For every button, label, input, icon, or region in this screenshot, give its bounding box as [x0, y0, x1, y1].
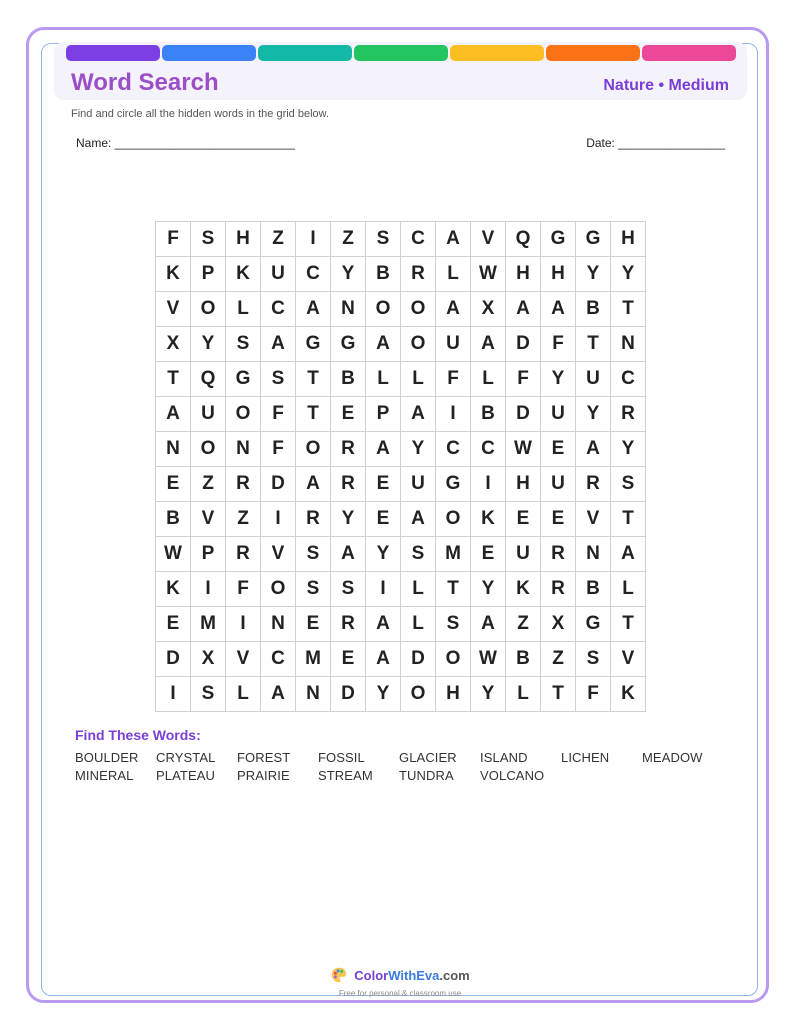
grid-cell[interactable]: E [366, 502, 401, 537]
grid-cell[interactable]: O [436, 502, 471, 537]
grid-cell[interactable]: R [611, 397, 646, 432]
grid-cell[interactable]: U [261, 257, 296, 292]
grid-cell[interactable]: U [191, 397, 226, 432]
grid-cell[interactable]: M [191, 607, 226, 642]
word-list-item: VOLCANO [480, 768, 545, 783]
grid-cell[interactable]: Y [576, 397, 611, 432]
grid-cell[interactable]: O [401, 677, 436, 712]
grid-cell[interactable]: A [366, 607, 401, 642]
grid-cell[interactable]: R [296, 502, 331, 537]
grid-cell[interactable]: Z [541, 642, 576, 677]
grid-cell[interactable]: Z [226, 502, 261, 537]
grid-cell[interactable]: C [261, 292, 296, 327]
grid-cell[interactable]: G [331, 327, 366, 362]
grid-cell[interactable]: N [261, 607, 296, 642]
grid-cell[interactable]: Y [611, 257, 646, 292]
grid-cell[interactable]: N [331, 292, 366, 327]
grid-cell[interactable]: W [471, 642, 506, 677]
palette-icon [330, 966, 348, 984]
grid-cell[interactable]: Y [401, 432, 436, 467]
grid-cell[interactable]: Q [191, 362, 226, 397]
grid-cell[interactable]: L [506, 677, 541, 712]
grid-cell[interactable]: A [471, 327, 506, 362]
grid-cell[interactable]: F [436, 362, 471, 397]
grid-cell[interactable]: D [156, 642, 191, 677]
color-strip-segment [450, 45, 544, 61]
grid-cell[interactable]: T [576, 327, 611, 362]
grid-cell[interactable]: O [191, 432, 226, 467]
brand-color-text: Color [354, 967, 389, 983]
word-list-item: TUNDRA [399, 768, 454, 783]
page-title: Word Search [71, 69, 219, 96]
grid-cell[interactable]: A [436, 292, 471, 327]
grid-cell[interactable]: S [191, 222, 226, 257]
grid-cell[interactable]: E [156, 467, 191, 502]
grid-cell[interactable]: L [366, 362, 401, 397]
grid-cell[interactable]: B [576, 572, 611, 607]
grid-cell[interactable]: O [226, 397, 261, 432]
grid-cell[interactable]: S [576, 642, 611, 677]
word-list-item: FOREST [237, 750, 291, 765]
grid-cell[interactable]: W [156, 537, 191, 572]
grid-cell[interactable]: G [226, 362, 261, 397]
grid-cell[interactable]: H [506, 467, 541, 502]
date-field: Date: ________________ [586, 136, 725, 150]
grid-cell[interactable]: K [471, 502, 506, 537]
grid-cell[interactable]: C [401, 222, 436, 257]
grid-cell[interactable]: G [576, 607, 611, 642]
grid-cell[interactable]: S [611, 467, 646, 502]
brand-com-text: .com [439, 967, 470, 983]
grid-cell[interactable]: C [436, 432, 471, 467]
grid-cell[interactable]: L [611, 572, 646, 607]
grid-cell[interactable]: A [471, 607, 506, 642]
grid-cell[interactable]: E [541, 432, 576, 467]
grid-cell[interactable]: A [436, 222, 471, 257]
grid-cell[interactable]: R [226, 467, 261, 502]
word-list-item: STREAM [318, 768, 373, 783]
grid-cell[interactable]: E [331, 642, 366, 677]
grid-cell[interactable]: T [296, 397, 331, 432]
grid-cell[interactable]: B [366, 257, 401, 292]
grid-cell[interactable]: A [261, 327, 296, 362]
brand-eva-text: WithEva [388, 967, 440, 983]
grid-cell[interactable]: S [296, 572, 331, 607]
grid-cell[interactable]: L [401, 607, 436, 642]
grid-cell[interactable]: C [611, 362, 646, 397]
grid-cell[interactable]: A [401, 397, 436, 432]
grid-cell[interactable]: A [611, 537, 646, 572]
page-subtitle: Nature • Medium [603, 77, 729, 94]
grid-cell[interactable]: A [366, 432, 401, 467]
instructions-text: Find and circle all the hidden words in the grid below. [71, 108, 330, 120]
grid-cell[interactable]: K [156, 257, 191, 292]
color-strip-segment [642, 45, 736, 61]
grid-cell[interactable]: S [366, 222, 401, 257]
color-strip [66, 45, 736, 61]
color-strip-segment [162, 45, 256, 61]
grid-cell[interactable]: K [506, 572, 541, 607]
grid-cell[interactable]: F [156, 222, 191, 257]
grid-cell[interactable]: Y [471, 572, 506, 607]
grid-cell[interactable]: T [611, 502, 646, 537]
grid-cell[interactable]: A [576, 432, 611, 467]
grid-cell[interactable]: Y [191, 327, 226, 362]
grid-cell[interactable]: F [261, 397, 296, 432]
grid-cell[interactable]: F [576, 677, 611, 712]
grid-cell[interactable]: O [401, 292, 436, 327]
grid-cell[interactable]: B [331, 362, 366, 397]
grid-cell[interactable]: T [611, 292, 646, 327]
color-strip-segment [546, 45, 640, 61]
grid-cell[interactable]: I [191, 572, 226, 607]
word-list-item: MEADOW [642, 750, 703, 765]
grid-cell[interactable]: S [436, 607, 471, 642]
grid-cell[interactable]: Z [331, 222, 366, 257]
grid-cell[interactable]: R [226, 537, 261, 572]
grid-cell[interactable]: Y [366, 537, 401, 572]
grid-cell[interactable]: T [436, 572, 471, 607]
grid-cell[interactable]: H [506, 257, 541, 292]
grid-cell[interactable]: I [471, 467, 506, 502]
grid-cell[interactable]: T [156, 362, 191, 397]
grid-cell[interactable]: A [541, 292, 576, 327]
grid-cell[interactable]: T [611, 607, 646, 642]
grid-cell[interactable]: D [261, 467, 296, 502]
footer-tagline: Free for personal & classroom use [338, 989, 462, 998]
word-list-item: ISLAND [480, 750, 528, 765]
grid-cell[interactable]: N [156, 432, 191, 467]
grid-cell[interactable]: D [401, 642, 436, 677]
grid-cell[interactable]: G [296, 327, 331, 362]
grid-cell[interactable]: R [331, 432, 366, 467]
grid-cell[interactable]: W [506, 432, 541, 467]
grid-cell[interactable]: R [401, 257, 436, 292]
grid-cell[interactable]: Q [506, 222, 541, 257]
grid-cell[interactable]: X [156, 327, 191, 362]
brand-logo [330, 966, 469, 984]
grid-cell[interactable]: L [401, 362, 436, 397]
grid-cell[interactable]: S [296, 537, 331, 572]
grid-cell[interactable]: A [156, 397, 191, 432]
grid-cell[interactable]: B [471, 397, 506, 432]
grid-cell[interactable]: I [436, 397, 471, 432]
grid-cell[interactable]: S [191, 677, 226, 712]
grid-cell[interactable]: A [261, 677, 296, 712]
grid-cell[interactable]: G [576, 222, 611, 257]
grid-cell[interactable]: A [401, 502, 436, 537]
grid-cell[interactable]: U [506, 537, 541, 572]
word-list-item: GLACIER [399, 750, 457, 765]
grid-cell[interactable]: Z [191, 467, 226, 502]
grid-cell[interactable]: N [576, 537, 611, 572]
grid-cell[interactable]: A [366, 327, 401, 362]
word-list-item: BOULDER [75, 750, 139, 765]
grid-cell[interactable]: B [156, 502, 191, 537]
grid-cell[interactable]: O [296, 432, 331, 467]
grid-cell[interactable]: Y [576, 257, 611, 292]
grid-cell[interactable]: F [541, 327, 576, 362]
footer [0, 966, 800, 998]
grid-cell[interactable]: Y [611, 432, 646, 467]
grid-cell[interactable]: G [436, 467, 471, 502]
grid-cell[interactable]: E [506, 502, 541, 537]
grid-cell[interactable]: D [331, 677, 366, 712]
grid-cell[interactable]: P [191, 537, 226, 572]
grid-cell[interactable]: R [331, 467, 366, 502]
grid-cell[interactable]: A [296, 467, 331, 502]
grid-cell[interactable]: L [226, 677, 261, 712]
grid-cell[interactable]: L [471, 362, 506, 397]
grid-cell[interactable]: T [296, 362, 331, 397]
grid-cell[interactable]: U [401, 467, 436, 502]
grid-cell[interactable]: Y [366, 677, 401, 712]
grid-cell[interactable]: L [401, 572, 436, 607]
grid-cell[interactable]: F [226, 572, 261, 607]
grid-cell[interactable]: C [471, 432, 506, 467]
grid-cell[interactable]: P [366, 397, 401, 432]
grid-cell[interactable]: D [506, 327, 541, 362]
grid-cell[interactable]: E [366, 467, 401, 502]
grid-cell[interactable]: E [156, 607, 191, 642]
grid-cell[interactable]: M [436, 537, 471, 572]
grid-cell[interactable]: T [541, 677, 576, 712]
grid-cell[interactable]: B [506, 642, 541, 677]
grid-cell[interactable]: V [611, 642, 646, 677]
grid-cell[interactable]: H [436, 677, 471, 712]
grid-cell[interactable]: E [541, 502, 576, 537]
grid-cell[interactable]: V [261, 537, 296, 572]
color-strip-segment [354, 45, 448, 61]
grid-cell[interactable]: V [471, 222, 506, 257]
grid-cell[interactable]: I [226, 607, 261, 642]
grid-cell[interactable]: U [576, 362, 611, 397]
grid-cell[interactable]: F [261, 432, 296, 467]
grid-cell[interactable]: I [296, 222, 331, 257]
grid-cell[interactable]: O [366, 292, 401, 327]
word-list-item: PLATEAU [156, 768, 215, 783]
grid-cell[interactable]: A [506, 292, 541, 327]
grid-cell[interactable]: R [541, 537, 576, 572]
grid-cell[interactable]: E [296, 607, 331, 642]
grid-cell[interactable]: V [576, 502, 611, 537]
color-strip-segment [66, 45, 160, 61]
grid-cell[interactable]: N [296, 677, 331, 712]
grid-cell[interactable]: Y [331, 502, 366, 537]
word-search-grid [155, 221, 646, 712]
grid-cell[interactable]: S [226, 327, 261, 362]
grid-cell[interactable]: P [191, 257, 226, 292]
grid-cell[interactable]: H [226, 222, 261, 257]
grid-cell[interactable]: N [611, 327, 646, 362]
name-field: Name: ___________________________ [76, 136, 295, 150]
word-list [75, 750, 725, 783]
grid-cell[interactable]: H [541, 257, 576, 292]
grid-cell[interactable]: A [366, 642, 401, 677]
grid-cell[interactable]: Z [261, 222, 296, 257]
grid-cell[interactable]: B [576, 292, 611, 327]
grid-cell[interactable]: I [261, 502, 296, 537]
grid-cell[interactable]: X [471, 292, 506, 327]
grid-cell[interactable]: Y [471, 677, 506, 712]
color-strip-segment [258, 45, 352, 61]
grid-cell[interactable]: Y [331, 257, 366, 292]
grid-cell[interactable]: S [401, 537, 436, 572]
grid-cell[interactable]: I [156, 677, 191, 712]
grid-cell[interactable]: O [261, 572, 296, 607]
grid-cell[interactable]: X [191, 642, 226, 677]
grid-cell[interactable]: U [541, 397, 576, 432]
grid-cell[interactable]: R [541, 572, 576, 607]
word-list-item: LICHEN [561, 750, 610, 765]
grid-cell[interactable]: A [296, 292, 331, 327]
grid-cell[interactable]: W [471, 257, 506, 292]
grid-cell[interactable]: V [191, 502, 226, 537]
grid-cell[interactable]: E [471, 537, 506, 572]
grid-cell[interactable]: S [261, 362, 296, 397]
word-list-item: MINERAL [75, 768, 134, 783]
grid-cell[interactable]: U [541, 467, 576, 502]
grid-cell[interactable]: M [296, 642, 331, 677]
word-list-item: PRAIRIE [237, 768, 290, 783]
grid-cell[interactable]: H [611, 222, 646, 257]
grid-cell[interactable]: G [541, 222, 576, 257]
grid-cell[interactable]: K [611, 677, 646, 712]
grid-cell[interactable]: R [331, 607, 366, 642]
grid-cell[interactable]: L [226, 292, 261, 327]
grid-cell[interactable]: A [331, 537, 366, 572]
grid-cell[interactable]: N [226, 432, 261, 467]
grid-cell[interactable]: O [436, 642, 471, 677]
grid-cell[interactable]: V [226, 642, 261, 677]
grid-cell[interactable]: O [191, 292, 226, 327]
grid-cell[interactable]: V [156, 292, 191, 327]
grid-cell[interactable]: Y [541, 362, 576, 397]
word-list-item: FOSSIL [318, 750, 365, 765]
grid-cell[interactable]: K [156, 572, 191, 607]
grid-cell[interactable]: R [576, 467, 611, 502]
grid-cell[interactable]: X [541, 607, 576, 642]
grid-cell[interactable]: D [506, 397, 541, 432]
grid-cell[interactable]: K [226, 257, 261, 292]
grid-cell[interactable]: C [296, 257, 331, 292]
word-list-item: CRYSTAL [156, 750, 216, 765]
grid-cell[interactable]: F [506, 362, 541, 397]
grid-cell[interactable]: I [366, 572, 401, 607]
grid-cell[interactable]: Z [506, 607, 541, 642]
grid-cell[interactable]: U [436, 327, 471, 362]
grid-cell[interactable]: S [331, 572, 366, 607]
grid-cell[interactable]: L [436, 257, 471, 292]
grid-cell[interactable]: E [331, 397, 366, 432]
word-list-title: Find These Words: [75, 727, 201, 743]
grid-cell[interactable]: C [261, 642, 296, 677]
grid-cell[interactable]: O [401, 327, 436, 362]
